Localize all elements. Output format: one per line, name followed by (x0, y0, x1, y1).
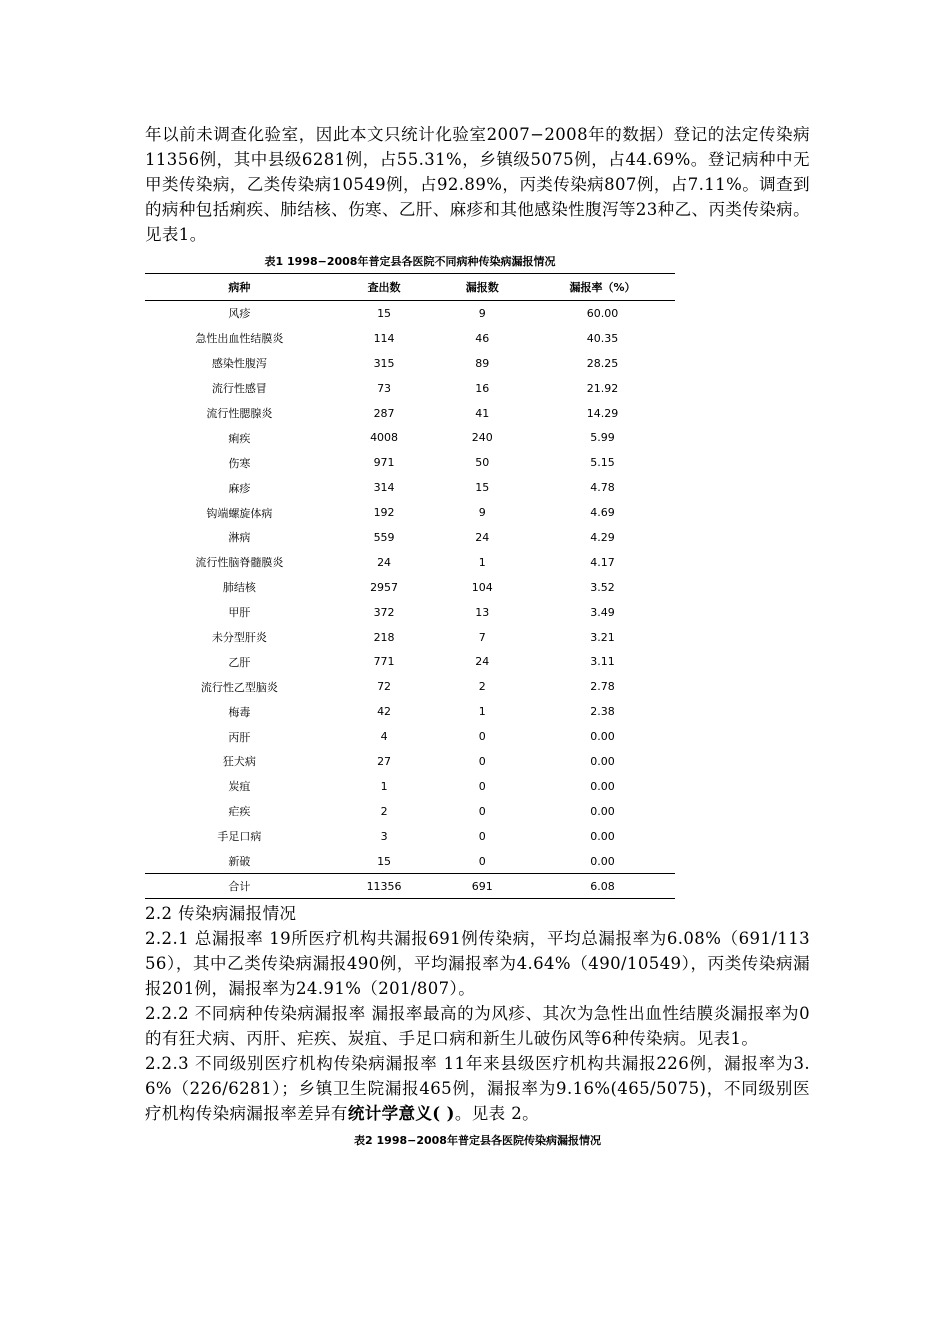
section-2-2-3 (145, 1051, 810, 1126)
table-cell: 42 (377, 705, 392, 719)
table-cell: 4.78 (590, 481, 615, 495)
table-cell: 0.00 (590, 829, 615, 843)
table-row (145, 749, 675, 774)
table-cell: 0 (478, 804, 486, 818)
table-cell: 2 (380, 804, 388, 818)
table-cell: 9 (478, 306, 486, 320)
table1-total-row (145, 874, 675, 899)
table-cell: 691 (434, 874, 530, 899)
table-cell: 流行性感冒 (211, 382, 267, 396)
table-row (145, 699, 675, 724)
table-cell: 24 (377, 555, 392, 569)
table-row (145, 824, 675, 849)
table-cell: 60.00 (586, 306, 619, 320)
table1-header-row (145, 274, 675, 301)
table-cell: 11356 (334, 874, 435, 899)
section-2-2-3-tail: 。见表 2。 (454, 1104, 540, 1124)
table-cell: 14.29 (586, 406, 619, 420)
table-cell: 5.99 (590, 431, 615, 445)
document-page (145, 122, 810, 1148)
section-2-2-title: 2.2 传染病漏报情况 (145, 904, 297, 924)
table-row (145, 849, 675, 874)
table-cell: 15 (475, 481, 490, 495)
table-cell: 0 (478, 754, 486, 768)
table-cell: 2 (478, 680, 486, 694)
table-cell: 21.92 (586, 381, 619, 395)
table-cell: 3 (380, 829, 388, 843)
section-2-2-3-bold: 统计学意义( ) (347, 1104, 455, 1124)
table-cell: 0 (478, 730, 486, 744)
table-row (145, 550, 675, 575)
table-row (145, 301, 675, 326)
table-cell: 感染性腹泻 (211, 357, 267, 371)
table-cell: 2.38 (590, 705, 615, 719)
table-cell: 24 (475, 530, 490, 544)
table1-header-found: 查出数 (334, 274, 435, 301)
table-cell: 40.35 (586, 331, 619, 345)
table-cell: 0 (478, 854, 486, 868)
table-cell: 7 (478, 630, 486, 644)
table-cell: 315 (373, 356, 395, 370)
table-cell: 372 (373, 605, 395, 619)
table-cell: 手足口病 (217, 830, 262, 844)
table-row (145, 500, 675, 525)
table-cell: 2957 (370, 580, 399, 594)
table-cell: 314 (373, 481, 395, 495)
table-row (145, 649, 675, 674)
table-cell: 559 (373, 530, 395, 544)
table-cell: 麻疹 (228, 481, 251, 495)
table-cell: 急性出血性结膜炎 (195, 332, 284, 346)
table-cell: 9 (478, 506, 486, 520)
table-cell: 4.17 (590, 555, 615, 569)
table-cell: 3.52 (590, 580, 615, 594)
table-row (145, 799, 675, 824)
table-cell: 287 (373, 406, 395, 420)
table-cell: 4008 (370, 431, 399, 445)
table-cell: 4 (380, 730, 388, 744)
table-cell: 钩端螺旋体病 (206, 506, 273, 520)
table-cell: 89 (475, 356, 490, 370)
section-2-2-3-text: 2.2.3 不同级别医疗机构传染病漏报率 11年来县级医疗机构共漏报226例，漏报率为3.6%（226/6281）；乡镇卫生院漏报465例，漏报率为9.16%(465/5075)，不同级别医疗机构传染病漏报率差异有 (145, 1054, 810, 1124)
table-row (145, 674, 675, 699)
table-cell: 流行性乙型脑炎 (200, 680, 278, 694)
table-cell: 15 (377, 306, 392, 320)
table-row (145, 774, 675, 799)
table-cell: 炭疽 (228, 780, 251, 794)
table-cell: 4.29 (590, 530, 615, 544)
table-row (145, 351, 675, 376)
table-cell: 0.00 (590, 730, 615, 744)
table-cell: 41 (475, 406, 490, 420)
table-cell: 风疹 (228, 307, 251, 321)
table-row (145, 376, 675, 401)
table-cell: 1 (478, 555, 486, 569)
table-cell: 771 (373, 655, 395, 669)
table1-caption: 表1 1998−2008年普定县各医院不同病种传染病漏报情况 (264, 255, 556, 268)
table-cell: 104 (471, 580, 493, 594)
table-cell: 乙肝 (228, 655, 251, 669)
table1-header-rate: 漏报率（%） (530, 274, 675, 301)
table-cell: 1 (380, 779, 388, 793)
table-cell: 丙肝 (228, 730, 251, 744)
table-cell: 4.69 (590, 506, 615, 520)
table-cell: 未分型肝炎 (211, 631, 267, 645)
table-cell: 192 (373, 506, 395, 520)
section-2-2-1: 2.2.1 总漏报率 19所医疗机构共漏报691例传染病，平均总漏报率为6.08%（691/11356），其中乙类传染病漏报490例，平均漏报率为4.64%（490/10549），丙类传染病漏报201例，漏报率为24.91%（201/807）。 (145, 929, 810, 999)
table-cell: 痢疾 (228, 431, 251, 445)
table-cell: 0.00 (590, 854, 615, 868)
table-row (145, 401, 675, 426)
table-cell: 0.00 (590, 779, 615, 793)
table-cell: 新破 (228, 855, 251, 869)
table-cell: 流行性腮腺炎 (206, 407, 273, 420)
table-cell: 3.49 (590, 605, 615, 619)
table-cell: 肺结核 (222, 581, 256, 595)
table-cell: 狂犬病 (222, 755, 256, 769)
table-cell: 6.08 (530, 874, 675, 899)
table-cell: 240 (471, 431, 493, 445)
table-cell: 疟疾 (228, 805, 251, 819)
table-cell: 3.11 (590, 655, 615, 669)
table-cell: 50 (475, 456, 490, 470)
table-cell: 0 (478, 829, 486, 843)
table-cell: 24 (475, 655, 490, 669)
table-row (145, 525, 675, 550)
intro-paragraph: 年以前未调查化验室，因此本文只统计化验室2007−2008年的数据）登记的法定传染病11356例，其中县级6281例，占55.31%，乡镇级5075例，占44.69%。登记病种中无甲类传染病，乙类传染病10549例，占92.89%，丙类传染病807例，占7.11%。调查到的病种包括痢疾、肺结核、伤寒、乙肝、麻疹和其他感染性腹泻等23种乙、丙类传染病。见表1。 (145, 125, 810, 244)
table-cell: 伤寒 (228, 456, 251, 470)
table-cell: 流行性脑脊髓膜炎 (195, 556, 284, 570)
table-row (145, 724, 675, 749)
table-cell: 1 (478, 705, 486, 719)
table-cell: 16 (475, 381, 490, 395)
table-row (145, 450, 675, 475)
table-row (145, 475, 675, 500)
table1-body (145, 301, 675, 899)
table-cell: 114 (373, 331, 395, 345)
table1-header-missed: 漏报数 (434, 274, 530, 301)
table-cell: 0.00 (590, 804, 615, 818)
table-cell: 15 (377, 854, 392, 868)
table-cell: 27 (377, 754, 392, 768)
table-row (145, 575, 675, 600)
table-cell: 28.25 (586, 356, 619, 370)
table-cell: 淋病 (228, 531, 251, 545)
table-cell: 5.15 (590, 456, 615, 470)
table-cell: 梅毒 (228, 705, 251, 719)
table-row (145, 600, 675, 625)
table-cell: 0 (478, 779, 486, 793)
table-cell: 合计 (145, 874, 334, 899)
table-row (145, 625, 675, 650)
table2-caption: 表2 1998−2008年普定县各医院传染病漏报情况 (354, 1134, 601, 1148)
table-cell: 0.00 (590, 754, 615, 768)
table-row (145, 326, 675, 351)
table-cell: 甲肝 (228, 606, 251, 620)
table-cell: 13 (475, 605, 490, 619)
table-cell: 2.78 (590, 680, 615, 694)
table1-header-disease: 病种 (145, 274, 334, 301)
table-row (145, 425, 675, 450)
table-cell: 73 (377, 381, 392, 395)
table-cell: 72 (377, 680, 392, 694)
table1 (145, 273, 675, 899)
table-cell: 971 (373, 456, 395, 470)
table-cell: 46 (475, 331, 490, 345)
table-cell: 3.21 (590, 630, 615, 644)
section-2-2-2: 2.2.2 不同病种传染病漏报率 漏报率最高的为风疹、其次为急性出血性结膜炎漏报率为0的有狂犬病、丙肝、疟疾、炭疽、手足口病和新生儿破伤风等6种传染病。见表1。 (145, 1004, 810, 1049)
table-cell: 218 (373, 630, 395, 644)
